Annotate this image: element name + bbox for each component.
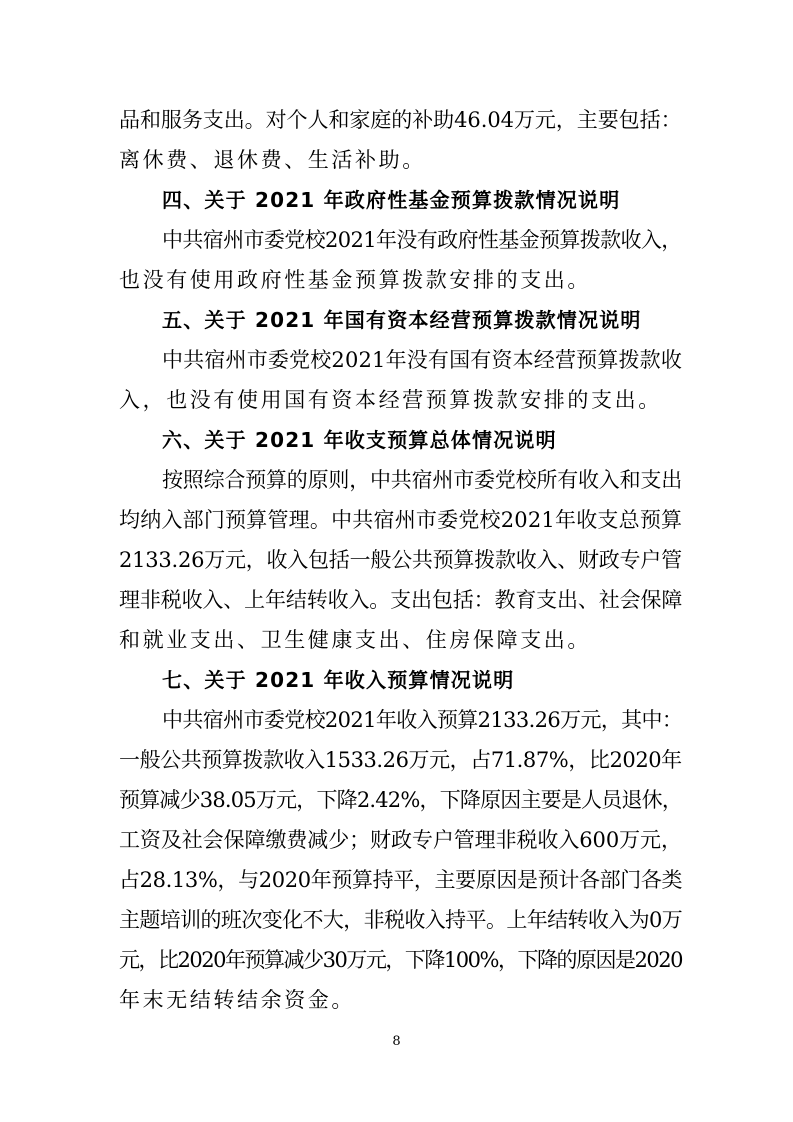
paragraph-line: 元，比2020年预算减少30万元，下降100%，下降的原因是2020 (119, 948, 683, 972)
paragraph-line: 离休费、退休费、生活补助。 (119, 148, 426, 172)
paragraph-line: 均纳入部门预算管理。中共宿州市委党校2021年收支总预算 (119, 508, 683, 532)
paragraph-line: 和就业支出、卫生健康支出、住房保障支出。 (119, 628, 591, 652)
paragraph-line: 2133.26万元，收入包括一般公共预算拨款收入、财政专户管 (119, 548, 682, 572)
paragraph-line: 中共宿州市委党校2021年没有国有资本经营预算拨款收 (162, 348, 683, 372)
paragraph-line: 中共宿州市委党校2021年收入预算2133.26万元，其中： (162, 708, 683, 732)
paragraph-line: 入，也没有使用国有资本经营预算拨款安排的支出。 (119, 388, 662, 412)
paragraph-line: 品和服务支出。对个人和家庭的补助46.04万元，主要包括： (119, 108, 682, 132)
page-number: 8 (392, 1034, 401, 1049)
section-heading-5: 五、关于 2021 年国有资本经营预算拨款情况说明 (162, 308, 642, 332)
paragraph-line: 占28.13%，与2020年预算持平，主要原因是预计各部门各类 (119, 868, 683, 892)
paragraph-line: 也没有使用政府性基金预算拨款安排的支出。 (119, 268, 591, 292)
paragraph-line: 一般公共预算拨款收入1533.26万元，占71.87%，比2020年 (119, 748, 682, 772)
paragraph-line: 年末无结转结余资金。 (119, 988, 355, 1012)
paragraph-line: 主题培训的班次变化不大，非税收入持平。上年结转收入为0万 (119, 908, 683, 932)
paragraph-line: 中共宿州市委党校2021年没有政府性基金预算拨款收入， (162, 228, 682, 252)
section-heading-6: 六、关于 2021 年收支预算总体情况说明 (162, 428, 557, 452)
paragraph-line: 按照综合预算的原则，中共宿州市委党校所有收入和支出 (162, 468, 682, 492)
paragraph-line: 预算减少38.05万元，下降2.42%，下降原因主要是人员退休， (119, 788, 683, 812)
section-heading-7: 七、关于 2021 年收入预算情况说明 (162, 668, 515, 692)
paragraph-line: 工资及社会保障缴费减少；财政专户管理非税收入600万元， (119, 828, 682, 852)
paragraph-line: 理非税收入、上年结转收入。支出包括：教育支出、社会保障 (119, 588, 683, 612)
section-heading-4: 四、关于 2021 年政府性基金预算拨款情况说明 (162, 188, 621, 212)
